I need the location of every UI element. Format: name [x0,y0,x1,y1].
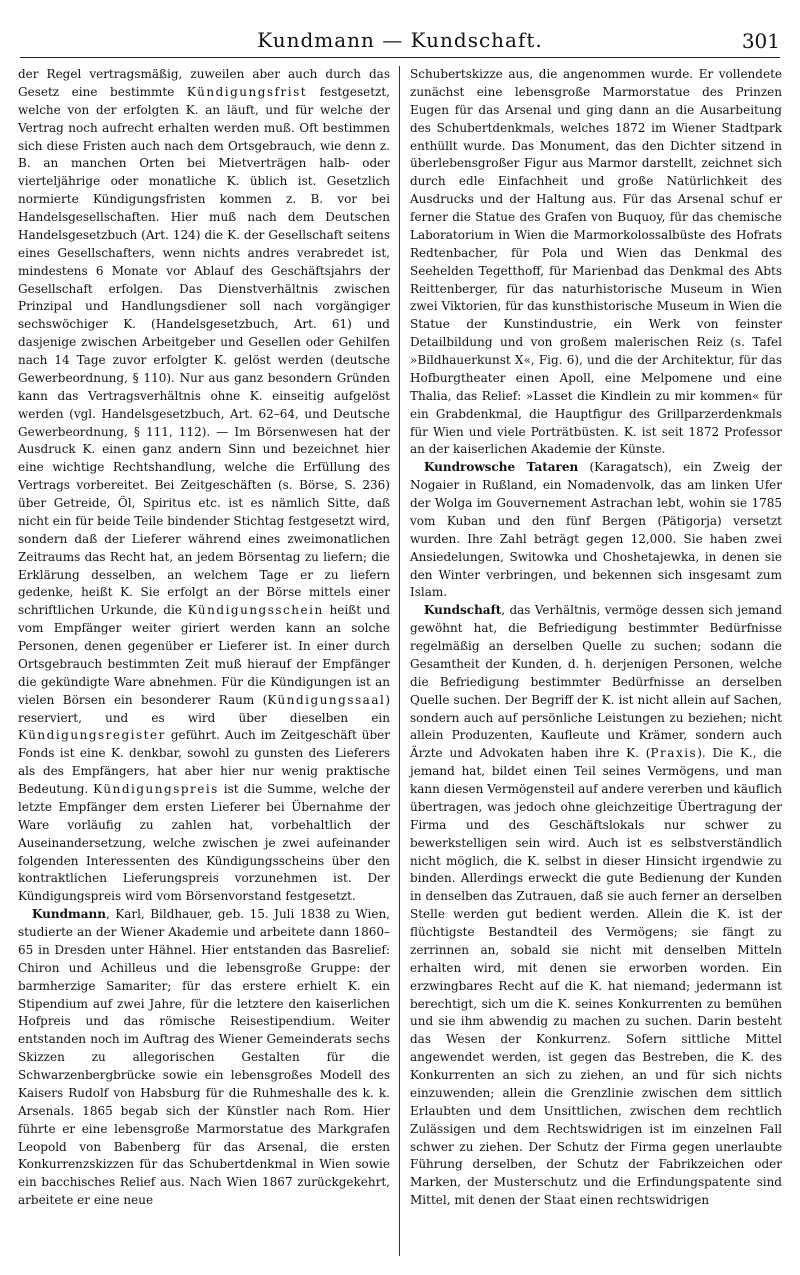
entry-kundrowsche-tataren: Kundrowsche Tataren (Karagatsch), ein Zweig der Nogaier in Rußland, ein Nomadenvolk, das am linken Ufer der Wolga im Gouvernement Astrachan lebt, wohin sie 1785 vom Kuban und den fünf Bergen (Pätigorja) versetzt wurden. Ihre Zahl beträgt gegen 12,000. Sie haben zwei Ansiedelungen, Switowka und Choshetajewka, in denen sie den Winter verbringen, und bekennen sich insgesamt zum Islam. [410,460,782,600]
column-divider [399,66,400,1256]
page-header [20,28,780,58]
term-kuendigungsschein: Kündigungsschein [187,603,324,618]
entry-kundmann-continued: Schubertskizze aus, die angenommen wurde. Er vollendete zunächst eine lebensgroße Marmorstatue des Prinzen Eugen für das Arsenal und ging dann an die Ausarbeitung des Schubertdenkmals, welches 1872 im Wiener Stadtpark enthüllt wurde. Das Monument, das den Dichter sitzend in überlebensgroßer Figur aus Marmor darstellt, zeichnet sich durch edle Einfachheit und große Natürlichkeit des Ausdrucks und der Haltung aus. Für das Arsenal schuf er ferner die Statue des Grafen von Buquoy, für das chemische Laboratorium in Wien die Marmorkolossalbüste des Hofrats Redtenbacher, für Pola und Wien das Denkmal des Seehelden Tegetthoff, für Marienbad das Denkmal des Abts Reittenberger, für das naturhistorische Museum in Wien zwei Viktorien, für das kunsthistorische Museum in Wien die Statue der Kunstindustrie, ein Werk von feinster Detailbildung und von großem malerischen Reiz (s. Tafel »Bildhauerkunst X«, Fig. 6), und die der Architektur, für das Hofburgtheater einen Apoll, eine Melpomene und eine Thalia, das Relief: »Lasset die Kindlein zu mir kommen« für ein Grabdenkmal, die Hauptfigur des Grillparzerdenkmals für Wien und viele Porträtbüsten. K. ist seit 1872 Professor an der kaiserlichen Akademie der Künste. [410,67,782,457]
right-column [410,66,782,1210]
term-praxis: Praxis [650,746,698,761]
entry-kundschaft: Kundschaft, das Verhältnis, vermöge dessen sich jemand gewöhnt hat, die Befriedigung bestimmter Bedürfnisse regelmäßig an derselben Quelle zu suchen; sodann die Gesamtheit der Kunden, d. h. derjenigen Personen, welche die Befriedigung bestimmter Bedürfnisse an derselben Quelle suchen. Der Begriff der K. ist nicht allein auf Sachen, sondern auch auf persönliche Leistungen zu beziehen; nicht allein Produzenten, Kaufleute und Krämer, sondern auch Ärzte und Advokaten haben ihre K. (Praxis). Die K., die jemand hat, bildet einen Teil seines Vermögens, und man kann diesen Vermögensteil auf andere vererben und käuflich übertragen, was jedoch ohne gleichzeitige Übertragung der Firma und des Geschäftslokals nur schwer zu bewerkstelligen sein wird. Auch ist es selbstverständlich nicht möglich, die K. selbst in dieser Hinsicht irgendwie zu binden. Allerdings erweckt die gute Bedienung der Kunden in denselben das Zutrauen, daß sie auch ferner an derselben Stelle werden gut bedient werden. Allein die K. ist der flüchtigste Bestandteil des Vermögens; sie fängt zu zerrinnen an, sobald sie nicht mit denselben Mitteln erhalten wird, mit denen sie erworben worden. Ein erzwingbares Recht auf die K. hat niemand; jedermann ist berechtigt, sich um die K. seines Konkurrenten zu bemühen und sie ihm abwendig zu machen zu suchen. Darin besteht das Wesen der Konkurrenz. Sofern sittliche Mittel angewendet werden, ist gegen das Bestreben, die K. des Konkurrenten an sich zu ziehen, an und für sich nichts einzuwenden; allein die Grenzlinie zwischen dem sittlich Erlaubten und dem Unsittlichen, zwischen dem rechtlich Zulässigen und dem Rechtswidrigen ist im einzelnen Fall schwer zu ziehen. Der Schutz der Firma gegen unerlaubte Führung derselben, der Schutz der Fabrikzeichen oder Marken, der Musterschutz und die Erfindungspatente sind Mittel, mit denen der Staat einen rechtswidrigen [410,603,782,1208]
term-kuendigungssaal: Kündigungssaal [267,692,386,707]
entry-kundmann: Kundmann, Karl, Bildhauer, geb. 15. Juli 1838 zu Wien, studierte an der Wiener Akademie und arbeitete dann 1860–65 in Dresden unter Hähnel. Hier entstanden das Basrelief: Chiron und Achilleus und die lebensgroße Gruppe: der barmherzige Samariter; für das erstere erhielt K. ein Stipendium auf zwei Jahre, für die letztere den kaiserlichen Hofpreis und das römische Reisestipendium. Weiter entstanden noch im Auftrag des Wiener Gemeinderats sechs Skizzen zu allegorischen Gestalten für die Schwarzenbergbrücke sowie ein lebensgroßes Modell des Kaisers Rudolf von Habsburg für die Ruhmeshalle des k. k. Arsenals. 1865 begab sich der Künstler nach Rom. Hier führte er eine lebensgroße Marmorstatue des Markgrafen Leopold von Babenberg für das Arsenal, die ersten Konkurrenzskizzen für das Schubertdenkmal in Wien sowie ein bacchisches Relief aus. Nach Wien 1867 zurückgekehrt, arbeitete er eine neue [18,907,390,1208]
running-title: Kundmann — Kundschaft. [257,28,543,52]
lemma-kundmann: Kundmann [32,907,106,922]
term-kuendigungspreis: Kündigungspreis [93,782,219,796]
page-number: 301 [741,29,780,53]
header-rule [20,57,780,58]
term-kuendigungsfrist: Kündigungsfrist [186,84,308,99]
lemma-kundrowsche-tataren: Kundrowsche Tataren [424,460,579,475]
entry-kuendigung-continued: der Regel vertragsmäßig, zuweilen aber auch durch das Gesetz eine bestimmte Kündigungsfrist festgesetzt, welche von der erfolgten K. an läuft, und für welche der Vertrag noch aufrecht erhalten werden muß. Oft bestimmen sich diese Fristen auch nach dem Ortsgebrauch, wie denn z. B. an manchen Orten bei Mietverträgen halb- oder vierteljährige oder monatliche K. üblich ist. Gesetzlich normierte Kündigungsfristen kommen z. B. vor bei Handelsgesellschaften. Hier muß nach dem Deutschen Handelsgesetzbuch (Art. 124) die K. der Gesellschaft seitens eines Gesellschafters, wenn nichts andres verabredet ist, mindestens 6 Monate vor Ablauf des Geschäftsjahrs der Gesellschaft erfolgen. Das Dienstverhältnis zwischen Prinzipal und Handlungsdiener soll nach vorgängiger sechswöchiger K. (Handelsgesetzbuch, Art. 61) und dasjenige zwischen Arbeitgeber und Gesellen oder Gehilfen nach 14 Tage zuvor erfolgter K. gelöst werden (deutsche Gewerbeordnung, § 110). Nur aus ganz besondern Gründen kann das Vertragsverhältnis ohne K. einseitig aufgelöst werden (vgl. Handelsgesetzbuch, Art. 62–64, und Deutsche Gewerbeordnung, § 111, 112). — Im Börsenwesen hat der Ausdruck K. einen ganz andern Sinn und bezeichnet hier eine wichtige Rechtshandlung, welche die Erfüllung des Vertrags vorbereitet. Bei Zeitgeschäften (s. Börse, S. 236) über Getreide, Öl, Spiritus etc. ist es nämlich Sitte, daß nicht ein für beide Teile bindender Stichtag festgesetzt wird, sondern daß der Lieferer während eines zweimonatlichen Zeitraums das Recht hat, an jedem Börsentag zu liefern; die Erklärung desselben, an welchem Tage er zu liefern gedenke, heißt K. Sie erfolgt an der Börse mittels einer schriftlichen Urkunde, die Kündigungsschein heißt und vom Empfänger weiter giriert werden kann an solche Personen, denen gegenüber er Lieferer ist. In einer durch Ortsgebrauch bestimmten Zeit muß hierauf der Empfänger die gekündigte Ware abnehmen. Für die Kündigungen ist an vielen Börsen ein besonderer Raum (Kündigungssaal) reserviert, und es wird über dieselben ein Kündigungsregister geführt. Auch im Zeitgeschäft über Fonds ist eine K. denkbar, sowohl zu gunsten des Lieferers als des Empfängers, hat aber hier nur wenig praktische Bedeutung. Kündigungspreis ist die Summe, welche der letzte Empfänger dem ersten Lieferer bei Übernahme der Ware vorläufig zu zahlen hat, vorbehaltlich der Auseinandersetzung, welche zwischen je zwei aufeinander folgenden Interessenten des Kündigungsscheins über den kontraktlichen Lieferungspreis vorzunehmen ist. Der Kündigungspreis wird vom Börsenvorstand festgesetzt. [18,67,391,904]
term-kuendigungsregister: Kündigungsregister [18,728,166,743]
lemma-kundschaft: Kundschaft [424,603,502,618]
left-column [18,66,390,1210]
